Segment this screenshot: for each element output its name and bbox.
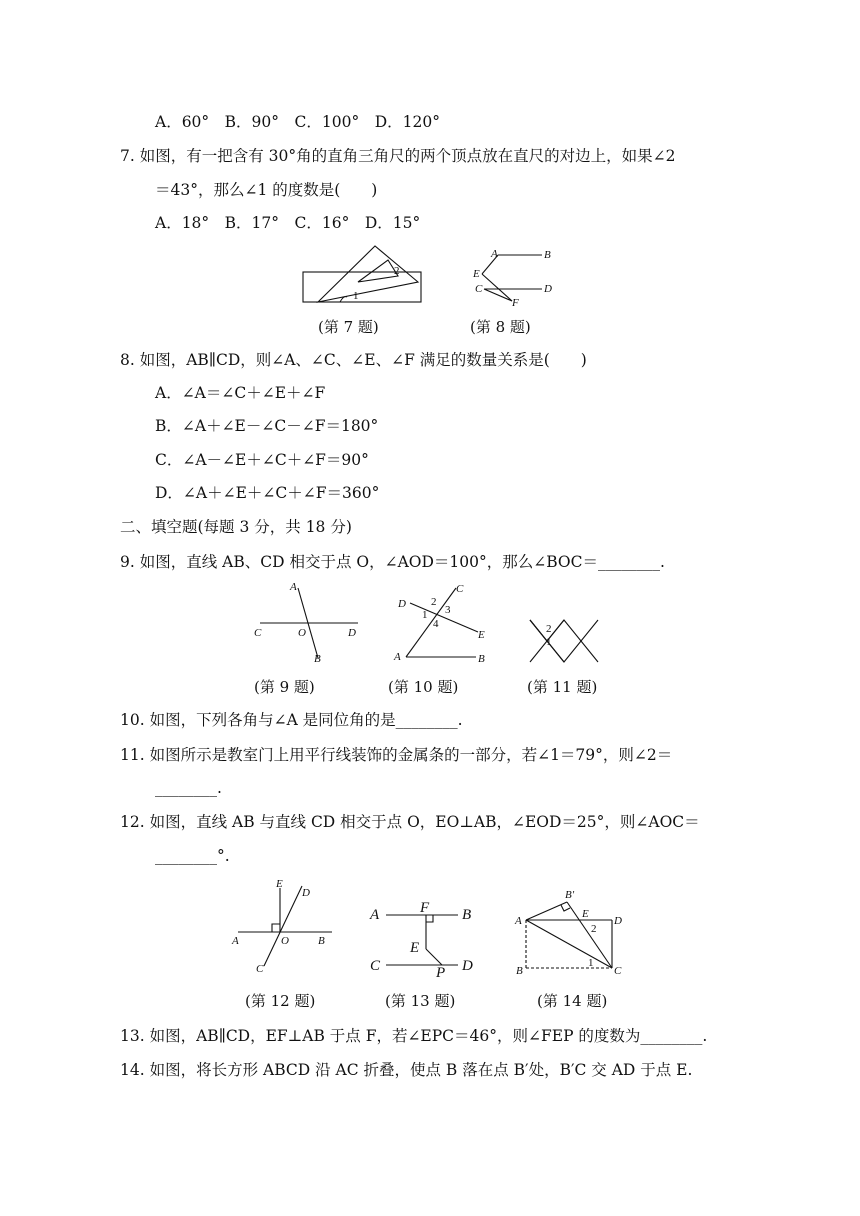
fig10-label-C: C	[456, 583, 464, 595]
q11-stem-line2: ________.	[155, 779, 222, 797]
fig14-label-1: 1	[588, 957, 594, 969]
fig14-label-B: B	[516, 965, 523, 977]
fig8-label-C: C	[475, 283, 483, 295]
fig14-label-D: D	[614, 915, 622, 927]
fig9-label-O: O	[298, 627, 306, 639]
q6-options: A．60° B．90° C．100° D．120°	[155, 113, 440, 131]
fig13-label-E: E	[410, 940, 420, 956]
fig13-label-C: C	[370, 958, 381, 974]
figure-10	[392, 580, 497, 668]
fig14-label-C: C	[614, 965, 622, 977]
fig13-label-F: F	[420, 900, 430, 916]
figure-7	[300, 242, 425, 304]
fig12-label-D: D	[302, 887, 310, 899]
fig13-label-A: A	[370, 907, 380, 923]
caption-fig7: (第 7 题)	[318, 318, 379, 336]
fig9-label-C: C	[254, 627, 262, 639]
fig14-label-E: E	[582, 908, 589, 920]
q13-stem: 13. 如图，AB∥CD，EF⊥AB 于点 F，若∠EPC＝46°，则∠FEP 的度数为________.	[120, 1027, 708, 1045]
fig12-label-O: O	[281, 935, 289, 947]
fig8-label-D: D	[544, 283, 552, 295]
fig8-label-B: B	[544, 249, 551, 261]
fig12-label-E: E	[276, 878, 283, 890]
q12-stem-line2: ________°.	[155, 847, 230, 865]
q11-stem-line1: 11. 如图所示是教室门上用平行线装饰的金属条的一部分，若∠1＝79°，则∠2＝	[120, 746, 673, 764]
q10-stem: 10. 如图，下列各角与∠A 是同位角的是________.	[120, 711, 463, 729]
fig13-label-B: B	[462, 907, 472, 923]
caption-fig8: (第 8 题)	[470, 318, 531, 336]
fig14-label-2: 2	[591, 923, 597, 935]
fig10-label-B: B	[478, 653, 485, 665]
q12-stem-line1: 12. 如图，直线 AB 与直线 CD 相交于点 O，EO⊥AB，∠EOD＝25°，则∠AOC＝	[120, 813, 700, 831]
q14-stem: 14. 如图，将长方形 ABCD 沿 AC 折叠，使点 B 落在点 B′处，B′C 交 AD 于点 E.	[120, 1061, 693, 1079]
fig9-label-A: A	[290, 581, 297, 593]
fig12-label-B: B	[318, 935, 325, 947]
q8-option-c: C．∠A－∠E＋∠C＋∠F＝90°	[155, 451, 369, 469]
section-2-heading: 二、填空题(每题 3 分，共 18 分)	[120, 518, 352, 536]
caption-fig11: (第 11 题)	[527, 678, 598, 696]
q7-options: A．18° B．17° C．16° D．15°	[155, 214, 421, 232]
q8-option-b: B．∠A＋∠E－∠C－∠F＝180°	[155, 417, 379, 435]
caption-fig14: (第 14 题)	[537, 992, 608, 1010]
fig13-label-D: D	[462, 958, 473, 974]
fig14-label-A: A	[515, 915, 522, 927]
q7-stem-line1: 7. 如图，有一把含有 30°角的直角三角尺的两个顶点放在直尺的对边上，如果∠2	[120, 147, 676, 165]
fig12-label-A: A	[232, 935, 239, 947]
fig10-label-A: A	[394, 651, 401, 663]
fig12-label-C: C	[256, 963, 264, 975]
figure-11	[527, 617, 602, 667]
fig10-label-E: E	[478, 629, 485, 641]
fig9-label-B: B	[314, 653, 321, 665]
fig10-label-1: 1	[422, 609, 428, 621]
figure-9	[250, 578, 365, 668]
q8-stem: 8. 如图，AB∥CD，则∠A、∠C、∠E、∠F 满足的数量关系是( )	[120, 351, 587, 369]
fig7-label-2: 2	[394, 265, 400, 277]
fig10-label-2: 2	[431, 596, 437, 608]
fig13-label-P: P	[436, 965, 446, 981]
q9-stem: 9. 如图，直线 AB、CD 相交于点 O，∠AOD＝100°，那么∠BOC＝________.	[120, 553, 665, 571]
q8-option-d: D．∠A＋∠E＋∠C＋∠F＝360°	[155, 484, 380, 502]
fig10-label-4: 4	[433, 618, 439, 630]
caption-fig9: (第 9 题)	[254, 678, 315, 696]
q7-stem-line2: ＝43°，那么∠1 的度数是( )	[155, 181, 378, 199]
fig10-label-D: D	[398, 598, 406, 610]
fig8-label-F: F	[512, 297, 519, 309]
caption-fig13: (第 13 题)	[385, 992, 456, 1010]
figure-13	[366, 874, 481, 981]
figure-8	[470, 246, 560, 308]
fig11-label-1: 1	[546, 636, 552, 648]
q8-option-a: A．∠A＝∠C＋∠E＋∠F	[155, 384, 326, 402]
fig14-label-Bprime: B′	[565, 889, 575, 901]
fig8-label-A: A	[491, 248, 498, 260]
figure-12	[228, 874, 338, 974]
fig11-label-2: 2	[546, 623, 552, 635]
fig9-label-D: D	[348, 627, 356, 639]
caption-fig10: (第 10 题)	[388, 678, 459, 696]
figure-14	[510, 880, 630, 980]
fig10-label-3: 3	[445, 604, 451, 616]
caption-fig12: (第 12 题)	[245, 992, 316, 1010]
fig7-label-1: 1	[353, 290, 359, 302]
fig8-label-E: E	[473, 268, 480, 280]
